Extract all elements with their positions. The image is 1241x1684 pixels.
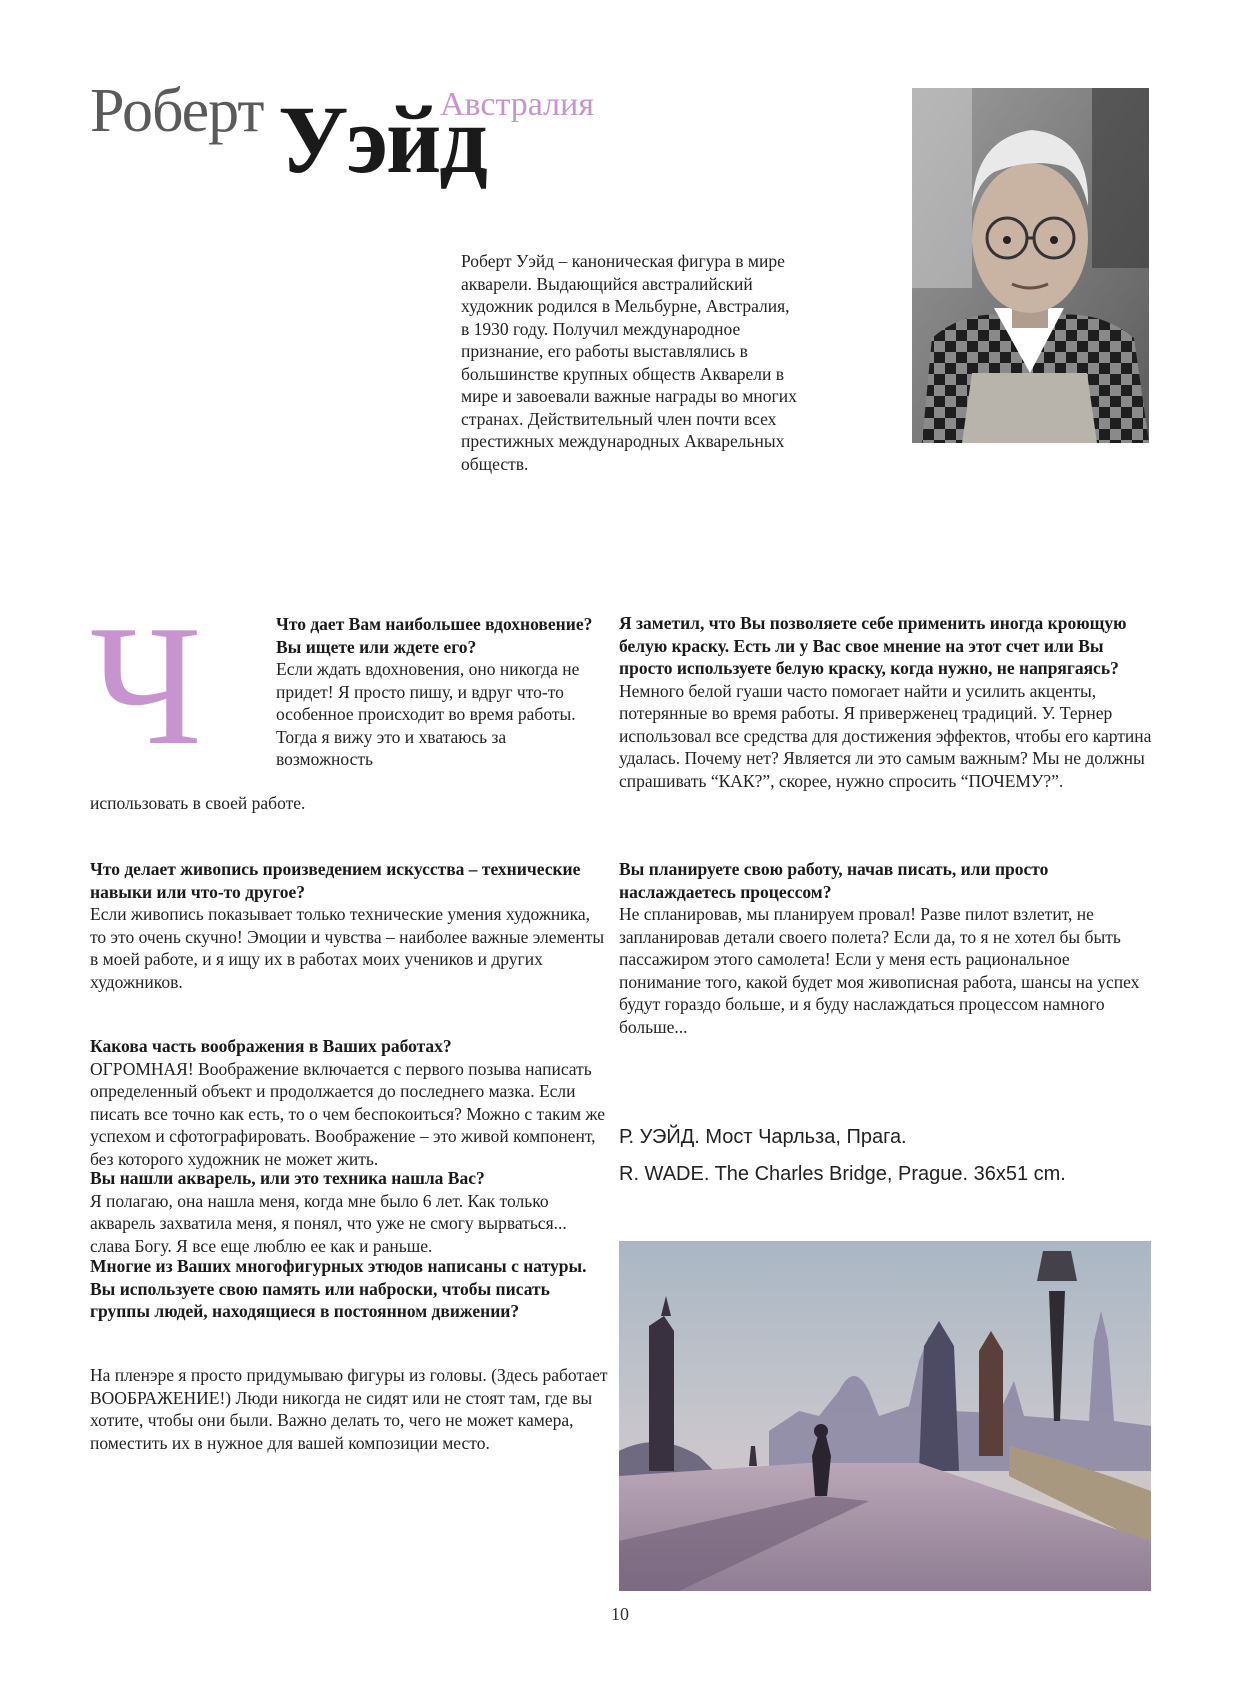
interview-block-1 <box>276 613 606 771</box>
artist-portrait-photo <box>912 88 1149 443</box>
answer-7: Не спланировав, мы планируем провал! Разве пилот взлетит, не запланировав детали своего полета? Если да, то я не хотел бы быть пассажиром этого самолета! Если у меня есть рациональное понимание того, какой будет моя живописная работа, шансы на успех будут гораздо больше, и я буду наслаждаться процессом намного больше... <box>619 904 1140 1037</box>
answer-4: Я полагаю, она нашла меня, когда мне было 6 лет. Как только акварель захватила меня, я понял, что уже не смогу вырваться... слава Богу. Я все еще люблю ее как и раньше. <box>90 1190 567 1256</box>
question-2: Что делает живопись произведением искусства – технические навыки или что-то другое? <box>90 859 581 902</box>
question-4: Вы нашли акварель, или это техника нашла Вас? <box>90 1168 485 1188</box>
question-5: Многие из Ваших многофигурных этюдов написаны с натуры. Вы используете свою память или наброски, чтобы писать группы людей, находящиеся в постоянном движении? <box>90 1256 587 1321</box>
artist-last-name: Уэйд <box>278 86 486 193</box>
answer-2: Если живопись показывает только технические умения художника, то это очень скучно! Эмоции и чувства – наиболее важные элементы в моей работе, и я ищу их в работах моих учеников и других художников. <box>90 904 605 992</box>
question-7: Вы планируете свою работу, начав писать, или просто наслаждаетесь процессом? <box>619 859 1049 902</box>
answer-5: На пленэре я просто придумываю фигуры из головы. (Здесь работает ВООБРАЖЕНИЕ!) Люди никогда не сидят или не стоят там, где вы хотите, чтобы они были. Важно делать то, чего не может камера, поместить их в нужное для вашей композиции место. <box>90 1365 608 1453</box>
answer-1: Если ждать вдохновения, оно никогда не придет! Я просто пишу, и вдруг что-то особенное происходит во время работы. Тогда я вижу это и хватаюсь за возможность <box>276 659 580 769</box>
interview-block-2 <box>90 858 610 993</box>
question-5-block <box>90 1255 610 1323</box>
caption-english: R. WADE. The Charles Bridge, Prague. 36x51 cm. <box>619 1163 1066 1185</box>
question-6: Я заметил, что Вы позволяете себе применить иногда кроющую белую краску. Есть ли у Вас свое мнение на этот счет или Вы просто используете белую краску, когда нужно, не напрягаясь? <box>619 613 1127 678</box>
charles-bridge-painting <box>619 1241 1151 1591</box>
answer-3: ОГРОМНАЯ! Воображение включается с первого позыва написать определенный объект и продолжается до последнего мазка. Если писать все точно как есть, то о чем беспокоиться? Можно с таким же успехом и сфотографировать. Воображение – это живой компонент, без которого художник не может жить. <box>90 1058 606 1169</box>
answer-1-continuation: использовать в своей работе. <box>90 793 306 813</box>
question-1: Что дает Вам наибольшее вдохновение? Вы ищете или ждете его? <box>276 614 593 657</box>
artist-intro: Роберт Уэйд – каноническая фигура в мире акварели. Выдающийся австралийский художник родился в Мельбурне, Австралия, в 1930 году. Получил международное признание, его работы выставлялись в большинстве крупных обществ Акварели в мире и завоевали важные награды во многих странах. Действительный член почти всех престижных международных Акварельных обществ. <box>461 251 797 474</box>
artist-country: Австралия <box>440 86 594 123</box>
interview-block-4 <box>90 1167 610 1257</box>
caption-russian: Р. УЭЙД. Мост Чарльза, Прага. <box>619 1126 907 1148</box>
interview-block-7 <box>619 858 1154 1038</box>
page-number: 10 <box>611 1604 629 1624</box>
drop-cap-letter: Ч <box>90 591 202 781</box>
interview-block-6 <box>619 612 1154 792</box>
artist-first-name: Роберт <box>90 77 264 145</box>
question-3: Какова часть воображения в Ваших работах? <box>90 1036 452 1056</box>
answer-6: Немного белой гуаши часто помогает найти и усилить акценты, потерянные во время работы. Я приверженец традиций. У. Тернер использовал все средства для достижения эффектов, чтобы его картина удалась. Почему нет? Является ли это самым важным? Мы не должны спрашивать “КАК?”, скорее, нужно спросить “ПОЧЕМУ?”. <box>619 680 1152 791</box>
interview-block-3 <box>90 1035 610 1170</box>
